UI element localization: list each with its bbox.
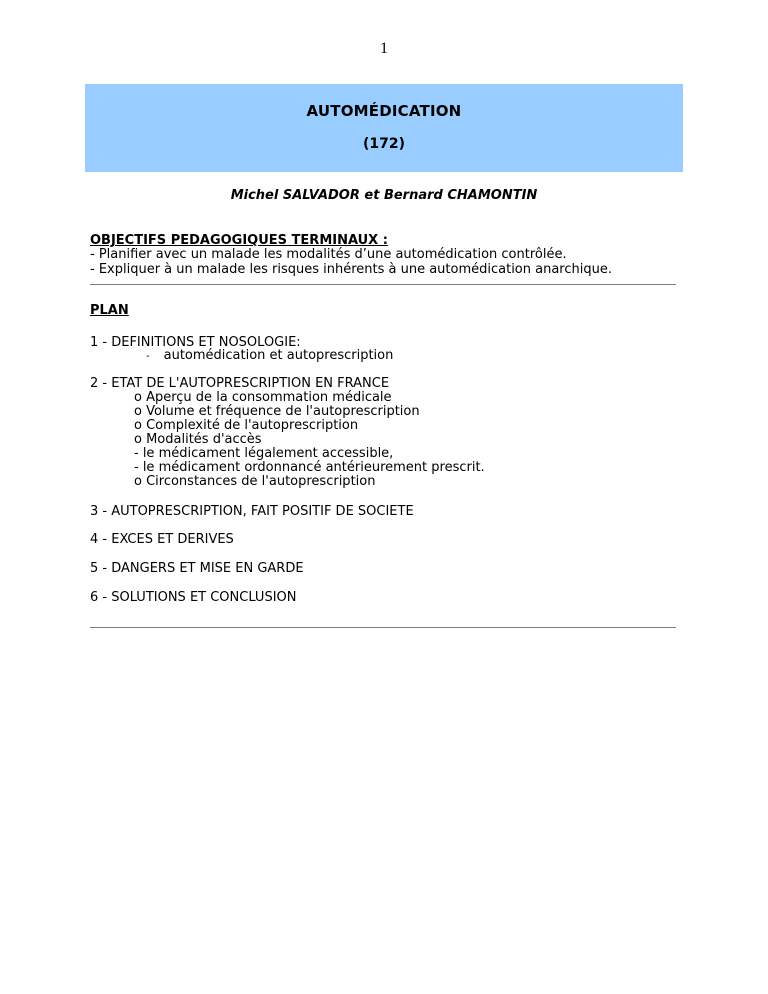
plan-section-1: 1 - DEFINITIONS ET NOSOLOGIE: xyxy=(90,335,301,350)
plan-section-2-item-7: o Circonstances de l'autoprescription xyxy=(134,474,376,489)
plan-section-2-item-2: o Volume et fréquence de l'autoprescription xyxy=(134,404,420,419)
plan-section-2-item-4: o Modalités d'accès xyxy=(134,432,262,447)
plan-section-2-item-6: - le médicament ordonnancé antérieurement prescrit. xyxy=(134,460,485,475)
divider-bottom xyxy=(90,627,676,628)
divider-top xyxy=(90,284,676,285)
document-code: (172) xyxy=(362,136,406,152)
plan-section-2: 2 - ETAT DE L'AUTOPRESCRIPTION EN FRANCE xyxy=(90,376,390,391)
plan-section-5: 5 - DANGERS ET MISE EN GARDE xyxy=(90,561,304,576)
plan-section-4: 4 - EXCES ET DERIVES xyxy=(90,532,234,547)
page-number: 1 xyxy=(380,40,388,57)
plan-section-1-dash xyxy=(146,348,393,364)
plan-section-2-item-3: o Complexité de l'autoprescription xyxy=(134,418,359,433)
plan-section-2-item-1: o Aperçu de la consommation médicale xyxy=(134,390,392,405)
plan-section-2-item-5: - le médicament légalement accessible, xyxy=(134,446,394,461)
authors: Michel SALVADOR et Bernard CHAMONTIN xyxy=(230,188,538,203)
dash-marker: - xyxy=(146,351,150,362)
plan-section-1-item: automédication et autoprescription xyxy=(163,348,394,363)
title-banner xyxy=(85,84,683,172)
objectives-heading: OBJECTIFS PEDAGOGIQUES TERMINAUX : xyxy=(90,233,388,248)
objective-item-2: - Expliquer à un malade les risques inhérents à une automédication anarchique. xyxy=(90,262,612,277)
document-title: AUTOMÉDICATION xyxy=(306,102,462,120)
plan-section-3: 3 - AUTOPRESCRIPTION, FAIT POSITIF DE SOCIETE xyxy=(90,504,414,519)
plan-heading: PLAN xyxy=(90,303,129,318)
plan-section-6: 6 - SOLUTIONS ET CONCLUSION xyxy=(90,590,297,605)
objective-item-1: - Planifier avec un malade les modalités d’une automédication contrôlée. xyxy=(90,247,567,262)
